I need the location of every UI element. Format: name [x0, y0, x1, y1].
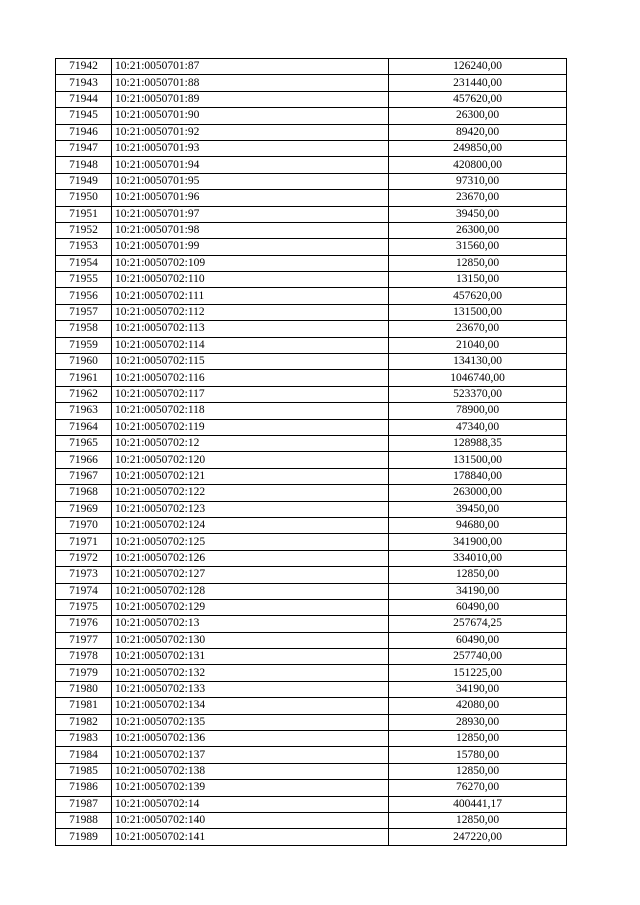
table-row	[56, 157, 567, 173]
row-number-cell: 71948	[56, 157, 112, 173]
cadastral-code-cell: 10:21:0050702:116	[112, 370, 389, 386]
amount-cell: 15780,00	[389, 747, 567, 763]
cadastral-code-cell: 10:21:0050702:135	[112, 714, 389, 730]
cadastral-code-cell: 10:21:0050702:138	[112, 763, 389, 779]
amount-cell: 420800,00	[389, 157, 567, 173]
cadastral-code-cell: 10:21:0050701:94	[112, 157, 389, 173]
row-number-cell: 71985	[56, 763, 112, 779]
cadastral-code-cell: 10:21:0050702:14	[112, 796, 389, 812]
row-number-cell: 71951	[56, 206, 112, 222]
row-number-cell: 71942	[56, 59, 112, 75]
cadastral-code-cell: 10:21:0050702:110	[112, 272, 389, 288]
table-row	[56, 681, 567, 697]
row-number-cell: 71967	[56, 468, 112, 484]
cadastral-code-cell: 10:21:0050702:139	[112, 780, 389, 796]
row-number-cell: 71955	[56, 272, 112, 288]
amount-cell: 457620,00	[389, 91, 567, 107]
row-number-cell: 71956	[56, 288, 112, 304]
cadastral-code-cell: 10:21:0050702:109	[112, 255, 389, 271]
table-row	[56, 173, 567, 189]
row-number-cell: 71976	[56, 616, 112, 632]
row-number-cell: 71945	[56, 108, 112, 124]
table-row	[56, 468, 567, 484]
table-row	[56, 632, 567, 648]
row-number-cell: 71989	[56, 829, 112, 845]
table-row	[56, 796, 567, 812]
amount-cell: 523370,00	[389, 386, 567, 402]
cadastral-code-cell: 10:21:0050702:113	[112, 321, 389, 337]
cadastral-code-cell: 10:21:0050702:111	[112, 288, 389, 304]
row-number-cell: 71979	[56, 665, 112, 681]
cadastral-code-cell: 10:21:0050701:93	[112, 140, 389, 156]
amount-cell: 76270,00	[389, 780, 567, 796]
row-number-cell: 71946	[56, 124, 112, 140]
row-number-cell: 71969	[56, 501, 112, 517]
table-row	[56, 501, 567, 517]
cadastral-code-cell: 10:21:0050702:12	[112, 435, 389, 451]
table-row	[56, 190, 567, 206]
amount-cell: 131500,00	[389, 452, 567, 468]
amount-cell: 42080,00	[389, 698, 567, 714]
row-number-cell: 71963	[56, 403, 112, 419]
cadastral-code-cell: 10:21:0050702:124	[112, 517, 389, 533]
cadastral-code-cell: 10:21:0050702:13	[112, 616, 389, 632]
amount-cell: 12850,00	[389, 763, 567, 779]
row-number-cell: 71982	[56, 714, 112, 730]
cadastral-code-cell: 10:21:0050702:137	[112, 747, 389, 763]
table-row	[56, 75, 567, 91]
amount-cell: 28930,00	[389, 714, 567, 730]
registry-table	[55, 58, 567, 846]
table-row	[56, 763, 567, 779]
row-number-cell: 71968	[56, 485, 112, 501]
amount-cell: 249850,00	[389, 140, 567, 156]
cadastral-code-cell: 10:21:0050701:89	[112, 91, 389, 107]
row-number-cell: 71960	[56, 354, 112, 370]
table-row	[56, 354, 567, 370]
table-row	[56, 714, 567, 730]
cadastral-code-cell: 10:21:0050701:98	[112, 222, 389, 238]
row-number-cell: 71974	[56, 583, 112, 599]
row-number-cell: 71966	[56, 452, 112, 468]
table-row	[56, 747, 567, 763]
cadastral-code-cell: 10:21:0050702:121	[112, 468, 389, 484]
table-row	[56, 435, 567, 451]
amount-cell: 23670,00	[389, 321, 567, 337]
cadastral-code-cell: 10:21:0050701:90	[112, 108, 389, 124]
table-row	[56, 550, 567, 566]
row-number-cell: 71949	[56, 173, 112, 189]
amount-cell: 12850,00	[389, 731, 567, 747]
table-row	[56, 304, 567, 320]
amount-cell: 334010,00	[389, 550, 567, 566]
cadastral-code-cell: 10:21:0050702:131	[112, 649, 389, 665]
amount-cell: 134130,00	[389, 354, 567, 370]
table-row	[56, 665, 567, 681]
table-row	[56, 780, 567, 796]
cadastral-code-cell: 10:21:0050702:140	[112, 812, 389, 828]
amount-cell: 39450,00	[389, 206, 567, 222]
table-row	[56, 567, 567, 583]
amount-cell: 457620,00	[389, 288, 567, 304]
row-number-cell: 71944	[56, 91, 112, 107]
table-row	[56, 222, 567, 238]
amount-cell: 178840,00	[389, 468, 567, 484]
row-number-cell: 71983	[56, 731, 112, 747]
cadastral-code-cell: 10:21:0050702:129	[112, 599, 389, 615]
cadastral-code-cell: 10:21:0050701:96	[112, 190, 389, 206]
table-row	[56, 829, 567, 845]
row-number-cell: 71973	[56, 567, 112, 583]
row-number-cell: 71962	[56, 386, 112, 402]
row-number-cell: 71988	[56, 812, 112, 828]
table-row	[56, 59, 567, 75]
cadastral-code-cell: 10:21:0050702:122	[112, 485, 389, 501]
amount-cell: 60490,00	[389, 632, 567, 648]
row-number-cell: 71957	[56, 304, 112, 320]
amount-cell: 12850,00	[389, 812, 567, 828]
cadastral-code-cell: 10:21:0050702:128	[112, 583, 389, 599]
amount-cell: 26300,00	[389, 108, 567, 124]
table-row	[56, 616, 567, 632]
amount-cell: 257740,00	[389, 649, 567, 665]
table-row	[56, 386, 567, 402]
table-row	[56, 812, 567, 828]
cadastral-code-cell: 10:21:0050702:117	[112, 386, 389, 402]
table-row	[56, 403, 567, 419]
amount-cell: 247220,00	[389, 829, 567, 845]
amount-cell: 400441,17	[389, 796, 567, 812]
amount-cell: 31560,00	[389, 239, 567, 255]
table-row	[56, 517, 567, 533]
cadastral-code-cell: 10:21:0050701:99	[112, 239, 389, 255]
table-row	[56, 337, 567, 353]
cadastral-code-cell: 10:21:0050702:136	[112, 731, 389, 747]
row-number-cell: 71975	[56, 599, 112, 615]
amount-cell: 12850,00	[389, 255, 567, 271]
cadastral-code-cell: 10:21:0050702:141	[112, 829, 389, 845]
cadastral-code-cell: 10:21:0050702:126	[112, 550, 389, 566]
amount-cell: 47340,00	[389, 419, 567, 435]
amount-cell: 21040,00	[389, 337, 567, 353]
row-number-cell: 71981	[56, 698, 112, 714]
amount-cell: 126240,00	[389, 59, 567, 75]
table-row	[56, 599, 567, 615]
cadastral-code-cell: 10:21:0050702:120	[112, 452, 389, 468]
row-number-cell: 71984	[56, 747, 112, 763]
cadastral-code-cell: 10:21:0050702:127	[112, 567, 389, 583]
table-row	[56, 370, 567, 386]
table-row	[56, 419, 567, 435]
table-row	[56, 108, 567, 124]
cadastral-code-cell: 10:21:0050702:132	[112, 665, 389, 681]
amount-cell: 231440,00	[389, 75, 567, 91]
row-number-cell: 71959	[56, 337, 112, 353]
table-row	[56, 698, 567, 714]
amount-cell: 34190,00	[389, 681, 567, 697]
amount-cell: 60490,00	[389, 599, 567, 615]
table-row	[56, 649, 567, 665]
table-row	[56, 239, 567, 255]
row-number-cell: 71953	[56, 239, 112, 255]
row-number-cell: 71943	[56, 75, 112, 91]
amount-cell: 78900,00	[389, 403, 567, 419]
cadastral-code-cell: 10:21:0050702:112	[112, 304, 389, 320]
cadastral-code-cell: 10:21:0050702:125	[112, 534, 389, 550]
table-row	[56, 255, 567, 271]
table-row	[56, 272, 567, 288]
table-row	[56, 140, 567, 156]
table-row	[56, 91, 567, 107]
row-number-cell: 71980	[56, 681, 112, 697]
amount-cell: 89420,00	[389, 124, 567, 140]
cadastral-code-cell: 10:21:0050702:114	[112, 337, 389, 353]
cadastral-code-cell: 10:21:0050702:118	[112, 403, 389, 419]
row-number-cell: 71952	[56, 222, 112, 238]
cadastral-code-cell: 10:21:0050702:119	[112, 419, 389, 435]
row-number-cell: 71958	[56, 321, 112, 337]
amount-cell: 341900,00	[389, 534, 567, 550]
amount-cell: 94680,00	[389, 517, 567, 533]
table-row	[56, 124, 567, 140]
amount-cell: 263000,00	[389, 485, 567, 501]
amount-cell: 131500,00	[389, 304, 567, 320]
row-number-cell: 71987	[56, 796, 112, 812]
amount-cell: 13150,00	[389, 272, 567, 288]
cadastral-code-cell: 10:21:0050701:95	[112, 173, 389, 189]
amount-cell: 23670,00	[389, 190, 567, 206]
row-number-cell: 71986	[56, 780, 112, 796]
cadastral-code-cell: 10:21:0050702:130	[112, 632, 389, 648]
amount-cell: 151225,00	[389, 665, 567, 681]
table-row	[56, 583, 567, 599]
cadastral-code-cell: 10:21:0050702:123	[112, 501, 389, 517]
row-number-cell: 71972	[56, 550, 112, 566]
row-number-cell: 71954	[56, 255, 112, 271]
amount-cell: 97310,00	[389, 173, 567, 189]
row-number-cell: 71971	[56, 534, 112, 550]
cadastral-code-cell: 10:21:0050702:133	[112, 681, 389, 697]
cadastral-code-cell: 10:21:0050701:88	[112, 75, 389, 91]
row-number-cell: 71950	[56, 190, 112, 206]
amount-cell: 34190,00	[389, 583, 567, 599]
table-row	[56, 206, 567, 222]
table-row	[56, 485, 567, 501]
table-row	[56, 321, 567, 337]
amount-cell: 39450,00	[389, 501, 567, 517]
cadastral-code-cell: 10:21:0050701:92	[112, 124, 389, 140]
cadastral-code-cell: 10:21:0050701:97	[112, 206, 389, 222]
row-number-cell: 71961	[56, 370, 112, 386]
row-number-cell: 71977	[56, 632, 112, 648]
amount-cell: 128988,35	[389, 435, 567, 451]
table-row	[56, 534, 567, 550]
amount-cell: 1046740,00	[389, 370, 567, 386]
table-body	[56, 59, 567, 846]
row-number-cell: 71964	[56, 419, 112, 435]
cadastral-code-cell: 10:21:0050702:115	[112, 354, 389, 370]
table-row	[56, 288, 567, 304]
amount-cell: 26300,00	[389, 222, 567, 238]
row-number-cell: 71947	[56, 140, 112, 156]
table-row	[56, 452, 567, 468]
row-number-cell: 71970	[56, 517, 112, 533]
row-number-cell: 71965	[56, 435, 112, 451]
amount-cell: 12850,00	[389, 567, 567, 583]
amount-cell: 257674,25	[389, 616, 567, 632]
table-row	[56, 731, 567, 747]
cadastral-code-cell: 10:21:0050702:134	[112, 698, 389, 714]
row-number-cell: 71978	[56, 649, 112, 665]
document-page	[55, 58, 567, 846]
cadastral-code-cell: 10:21:0050701:87	[112, 59, 389, 75]
